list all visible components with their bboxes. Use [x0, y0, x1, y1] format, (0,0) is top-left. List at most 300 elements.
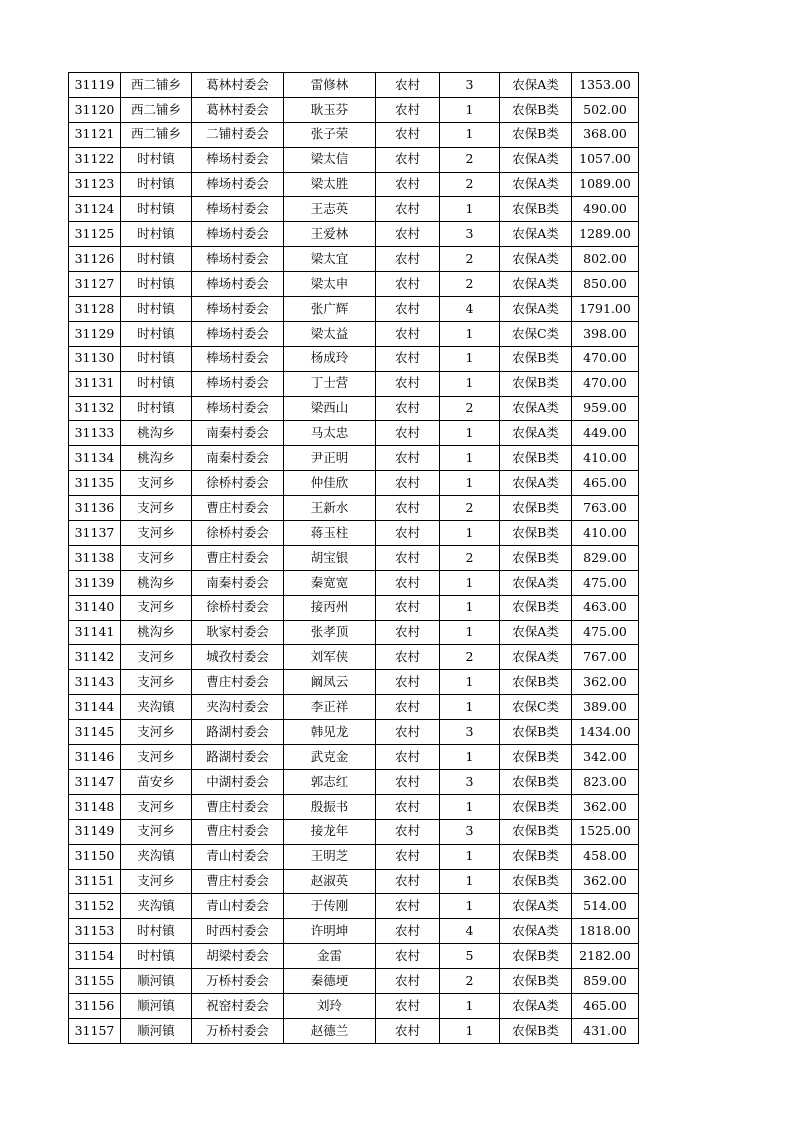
household-size-cell: 5: [440, 944, 500, 969]
area-type-cell: 农村: [376, 993, 440, 1018]
area-type-cell: 农村: [376, 670, 440, 695]
area-type-cell: 农村: [376, 97, 440, 122]
household-size-cell: 1: [440, 321, 500, 346]
amount-cell: 959.00: [572, 396, 639, 421]
household-size-cell: 1: [440, 97, 500, 122]
township-cell: 西二铺乡: [121, 97, 192, 122]
insurance-category-cell: 农保C类: [500, 695, 572, 720]
household-size-cell: 3: [440, 769, 500, 794]
record-id-cell: 31119: [69, 73, 121, 98]
insurance-category-cell: 农保B类: [500, 122, 572, 147]
table-row: [69, 73, 639, 98]
household-size-cell: 2: [440, 396, 500, 421]
amount-cell: 449.00: [572, 421, 639, 446]
amount-cell: 823.00: [572, 769, 639, 794]
area-type-cell: 农村: [376, 272, 440, 297]
household-size-cell: 1: [440, 745, 500, 770]
township-cell: 时村镇: [121, 297, 192, 322]
village-committee-cell: 时西村委会: [192, 919, 284, 944]
recipient-name-cell: 韩见龙: [284, 720, 376, 745]
table-row: [69, 745, 639, 770]
insurance-category-cell: 农保B类: [500, 670, 572, 695]
household-size-cell: 2: [440, 645, 500, 670]
amount-cell: 767.00: [572, 645, 639, 670]
recipient-name-cell: 赵德兰: [284, 1018, 376, 1043]
township-cell: 顺河镇: [121, 969, 192, 994]
record-id-cell: 31120: [69, 97, 121, 122]
table-row: [69, 396, 639, 421]
village-committee-cell: 祝窑村委会: [192, 993, 284, 1018]
table-row: [69, 471, 639, 496]
village-committee-cell: 棒场村委会: [192, 222, 284, 247]
household-size-cell: 1: [440, 595, 500, 620]
recipient-name-cell: 王爱林: [284, 222, 376, 247]
record-id-cell: 31152: [69, 894, 121, 919]
recipient-name-cell: 李正祥: [284, 695, 376, 720]
area-type-cell: 农村: [376, 894, 440, 919]
household-size-cell: 2: [440, 147, 500, 172]
table-row: [69, 346, 639, 371]
household-size-cell: 2: [440, 272, 500, 297]
household-size-cell: 1: [440, 570, 500, 595]
record-id-cell: 31141: [69, 620, 121, 645]
insurance-category-cell: 农保A类: [500, 297, 572, 322]
amount-cell: 829.00: [572, 545, 639, 570]
village-committee-cell: 青山村委会: [192, 894, 284, 919]
household-size-cell: 3: [440, 720, 500, 745]
recipient-name-cell: 王新水: [284, 496, 376, 521]
village-committee-cell: 葛林村委会: [192, 73, 284, 98]
record-id-cell: 31126: [69, 247, 121, 272]
amount-cell: 1289.00: [572, 222, 639, 247]
area-type-cell: 农村: [376, 919, 440, 944]
recipient-name-cell: 秦宽宽: [284, 570, 376, 595]
household-size-cell: 2: [440, 969, 500, 994]
insurance-category-cell: 农保B类: [500, 197, 572, 222]
township-cell: 时村镇: [121, 396, 192, 421]
village-committee-cell: 万桥村委会: [192, 1018, 284, 1043]
amount-cell: 431.00: [572, 1018, 639, 1043]
household-size-cell: 3: [440, 73, 500, 98]
area-type-cell: 农村: [376, 222, 440, 247]
area-type-cell: 农村: [376, 595, 440, 620]
table-row: [69, 172, 639, 197]
township-cell: 支河乡: [121, 794, 192, 819]
village-committee-cell: 棒场村委会: [192, 297, 284, 322]
record-id-cell: 31122: [69, 147, 121, 172]
table-row: [69, 595, 639, 620]
township-cell: 时村镇: [121, 147, 192, 172]
area-type-cell: 农村: [376, 446, 440, 471]
recipient-name-cell: 王明芝: [284, 844, 376, 869]
amount-cell: 398.00: [572, 321, 639, 346]
insurance-category-cell: 农保B类: [500, 769, 572, 794]
village-committee-cell: 葛林村委会: [192, 97, 284, 122]
township-cell: 桃沟乡: [121, 570, 192, 595]
table-row: [69, 869, 639, 894]
insurance-category-cell: 农保A类: [500, 172, 572, 197]
village-committee-cell: 南秦村委会: [192, 570, 284, 595]
table-row: [69, 496, 639, 521]
township-cell: 支河乡: [121, 521, 192, 546]
recipient-name-cell: 于传刚: [284, 894, 376, 919]
record-id-cell: 31147: [69, 769, 121, 794]
insurance-category-cell: 农保B类: [500, 346, 572, 371]
record-id-cell: 31153: [69, 919, 121, 944]
household-size-cell: 1: [440, 446, 500, 471]
amount-cell: 490.00: [572, 197, 639, 222]
record-id-cell: 31121: [69, 122, 121, 147]
recipient-name-cell: 许明坤: [284, 919, 376, 944]
recipient-name-cell: 刘军侠: [284, 645, 376, 670]
township-cell: 支河乡: [121, 471, 192, 496]
area-type-cell: 农村: [376, 645, 440, 670]
recipient-name-cell: 雷修林: [284, 73, 376, 98]
allowance-ledger-table: [68, 72, 639, 1044]
insurance-category-cell: 农保A类: [500, 620, 572, 645]
recipient-name-cell: 梁西山: [284, 396, 376, 421]
insurance-category-cell: 农保A类: [500, 272, 572, 297]
table-row: [69, 969, 639, 994]
record-id-cell: 31139: [69, 570, 121, 595]
area-type-cell: 农村: [376, 122, 440, 147]
insurance-category-cell: 农保B类: [500, 944, 572, 969]
insurance-category-cell: 农保B类: [500, 720, 572, 745]
township-cell: 桃沟乡: [121, 421, 192, 446]
area-type-cell: 农村: [376, 73, 440, 98]
area-type-cell: 农村: [376, 844, 440, 869]
amount-cell: 470.00: [572, 346, 639, 371]
recipient-name-cell: 梁太益: [284, 321, 376, 346]
table-row: [69, 993, 639, 1018]
amount-cell: 342.00: [572, 745, 639, 770]
insurance-category-cell: 农保A类: [500, 396, 572, 421]
township-cell: 支河乡: [121, 595, 192, 620]
insurance-category-cell: 农保B类: [500, 819, 572, 844]
table-row: [69, 421, 639, 446]
township-cell: 顺河镇: [121, 993, 192, 1018]
table-row: [69, 272, 639, 297]
insurance-category-cell: 农保B类: [500, 794, 572, 819]
record-id-cell: 31130: [69, 346, 121, 371]
record-id-cell: 31134: [69, 446, 121, 471]
table-row: [69, 769, 639, 794]
village-committee-cell: 胡梁村委会: [192, 944, 284, 969]
table-row: [69, 97, 639, 122]
table-row: [69, 695, 639, 720]
household-size-cell: 1: [440, 794, 500, 819]
table-row: [69, 794, 639, 819]
insurance-category-cell: 农保B类: [500, 745, 572, 770]
table-row: [69, 944, 639, 969]
amount-cell: 1353.00: [572, 73, 639, 98]
insurance-category-cell: 农保A类: [500, 894, 572, 919]
insurance-category-cell: 农保A类: [500, 147, 572, 172]
area-type-cell: 农村: [376, 421, 440, 446]
insurance-category-cell: 农保B类: [500, 545, 572, 570]
record-id-cell: 31155: [69, 969, 121, 994]
record-id-cell: 31144: [69, 695, 121, 720]
household-size-cell: 1: [440, 122, 500, 147]
village-committee-cell: 万桥村委会: [192, 969, 284, 994]
recipient-name-cell: 梁太申: [284, 272, 376, 297]
record-id-cell: 31143: [69, 670, 121, 695]
area-type-cell: 农村: [376, 247, 440, 272]
amount-cell: 410.00: [572, 446, 639, 471]
amount-cell: 514.00: [572, 894, 639, 919]
table-row: [69, 919, 639, 944]
amount-cell: 802.00: [572, 247, 639, 272]
area-type-cell: 农村: [376, 346, 440, 371]
amount-cell: 362.00: [572, 670, 639, 695]
village-committee-cell: 棒场村委会: [192, 197, 284, 222]
area-type-cell: 农村: [376, 321, 440, 346]
household-size-cell: 1: [440, 993, 500, 1018]
household-size-cell: 4: [440, 919, 500, 944]
area-type-cell: 农村: [376, 1018, 440, 1043]
record-id-cell: 31138: [69, 545, 121, 570]
amount-cell: 1791.00: [572, 297, 639, 322]
table-row: [69, 222, 639, 247]
insurance-category-cell: 农保B类: [500, 97, 572, 122]
insurance-category-cell: 农保A类: [500, 222, 572, 247]
village-committee-cell: 城孜村委会: [192, 645, 284, 670]
township-cell: 支河乡: [121, 496, 192, 521]
amount-cell: 362.00: [572, 794, 639, 819]
household-size-cell: 1: [440, 844, 500, 869]
township-cell: 顺河镇: [121, 1018, 192, 1043]
township-cell: 支河乡: [121, 720, 192, 745]
township-cell: 时村镇: [121, 346, 192, 371]
township-cell: 西二铺乡: [121, 73, 192, 98]
village-committee-cell: 徐桥村委会: [192, 521, 284, 546]
township-cell: 夹沟镇: [121, 894, 192, 919]
table-row: [69, 321, 639, 346]
table-row: [69, 645, 639, 670]
area-type-cell: 农村: [376, 197, 440, 222]
amount-cell: 368.00: [572, 122, 639, 147]
area-type-cell: 农村: [376, 969, 440, 994]
amount-cell: 1818.00: [572, 919, 639, 944]
village-committee-cell: 棒场村委会: [192, 247, 284, 272]
village-committee-cell: 路湖村委会: [192, 720, 284, 745]
insurance-category-cell: 农保B类: [500, 969, 572, 994]
township-cell: 夹沟镇: [121, 844, 192, 869]
area-type-cell: 农村: [376, 869, 440, 894]
recipient-name-cell: 丁士营: [284, 371, 376, 396]
household-size-cell: 1: [440, 346, 500, 371]
record-id-cell: 31157: [69, 1018, 121, 1043]
recipient-name-cell: 张子荣: [284, 122, 376, 147]
township-cell: 支河乡: [121, 819, 192, 844]
area-type-cell: 农村: [376, 745, 440, 770]
recipient-name-cell: 张孝顶: [284, 620, 376, 645]
insurance-category-cell: 农保B类: [500, 595, 572, 620]
insurance-category-cell: 农保A类: [500, 919, 572, 944]
amount-cell: 465.00: [572, 471, 639, 496]
recipient-name-cell: 马太忠: [284, 421, 376, 446]
record-id-cell: 31124: [69, 197, 121, 222]
township-cell: 时村镇: [121, 321, 192, 346]
insurance-category-cell: 农保B类: [500, 521, 572, 546]
village-committee-cell: 棒场村委会: [192, 147, 284, 172]
amount-cell: 502.00: [572, 97, 639, 122]
table-row: [69, 720, 639, 745]
household-size-cell: 1: [440, 371, 500, 396]
ledger-body: [69, 73, 639, 1044]
area-type-cell: 农村: [376, 496, 440, 521]
amount-cell: 410.00: [572, 521, 639, 546]
village-committee-cell: 曹庄村委会: [192, 869, 284, 894]
township-cell: 时村镇: [121, 272, 192, 297]
township-cell: 支河乡: [121, 670, 192, 695]
recipient-name-cell: 梁太信: [284, 147, 376, 172]
recipient-name-cell: 赵淑英: [284, 869, 376, 894]
household-size-cell: 2: [440, 247, 500, 272]
township-cell: 苗安乡: [121, 769, 192, 794]
township-cell: 支河乡: [121, 745, 192, 770]
table-row: [69, 819, 639, 844]
recipient-name-cell: 张广辉: [284, 297, 376, 322]
area-type-cell: 农村: [376, 769, 440, 794]
township-cell: 支河乡: [121, 545, 192, 570]
township-cell: 时村镇: [121, 222, 192, 247]
table-row: [69, 247, 639, 272]
insurance-category-cell: 农保B类: [500, 869, 572, 894]
village-committee-cell: 曹庄村委会: [192, 545, 284, 570]
table-row: [69, 545, 639, 570]
village-committee-cell: 棒场村委会: [192, 346, 284, 371]
record-id-cell: 31156: [69, 993, 121, 1018]
recipient-name-cell: 梁太胜: [284, 172, 376, 197]
record-id-cell: 31149: [69, 819, 121, 844]
record-id-cell: 31145: [69, 720, 121, 745]
recipient-name-cell: 蒋玉柱: [284, 521, 376, 546]
household-size-cell: 1: [440, 421, 500, 446]
household-size-cell: 3: [440, 819, 500, 844]
table-row: [69, 122, 639, 147]
record-id-cell: 31129: [69, 321, 121, 346]
township-cell: 时村镇: [121, 197, 192, 222]
insurance-category-cell: 农保A类: [500, 247, 572, 272]
insurance-category-cell: 农保A类: [500, 421, 572, 446]
insurance-category-cell: 农保A类: [500, 73, 572, 98]
recipient-name-cell: 金雷: [284, 944, 376, 969]
village-committee-cell: 南秦村委会: [192, 421, 284, 446]
record-id-cell: 31128: [69, 297, 121, 322]
village-committee-cell: 棒场村委会: [192, 172, 284, 197]
table-row: [69, 844, 639, 869]
recipient-name-cell: 耿玉芬: [284, 97, 376, 122]
insurance-category-cell: 农保C类: [500, 321, 572, 346]
amount-cell: 1057.00: [572, 147, 639, 172]
record-id-cell: 31133: [69, 421, 121, 446]
household-size-cell: 2: [440, 545, 500, 570]
area-type-cell: 农村: [376, 695, 440, 720]
recipient-name-cell: 仲佳欣: [284, 471, 376, 496]
village-committee-cell: 棒场村委会: [192, 321, 284, 346]
recipient-name-cell: 杨成玲: [284, 346, 376, 371]
village-committee-cell: 棒场村委会: [192, 396, 284, 421]
amount-cell: 389.00: [572, 695, 639, 720]
amount-cell: 362.00: [572, 869, 639, 894]
household-size-cell: 1: [440, 670, 500, 695]
village-committee-cell: 路湖村委会: [192, 745, 284, 770]
insurance-category-cell: 农保A类: [500, 645, 572, 670]
recipient-name-cell: 秦德埂: [284, 969, 376, 994]
village-committee-cell: 曹庄村委会: [192, 819, 284, 844]
village-committee-cell: 二铺村委会: [192, 122, 284, 147]
township-cell: 支河乡: [121, 645, 192, 670]
household-size-cell: 1: [440, 521, 500, 546]
insurance-category-cell: 农保B类: [500, 1018, 572, 1043]
area-type-cell: 农村: [376, 545, 440, 570]
table-row: [69, 1018, 639, 1043]
household-size-cell: 1: [440, 1018, 500, 1043]
record-id-cell: 31131: [69, 371, 121, 396]
township-cell: 时村镇: [121, 371, 192, 396]
amount-cell: 763.00: [572, 496, 639, 521]
record-id-cell: 31142: [69, 645, 121, 670]
township-cell: 西二铺乡: [121, 122, 192, 147]
village-committee-cell: 耿家村委会: [192, 620, 284, 645]
recipient-name-cell: 尹正明: [284, 446, 376, 471]
table-row: [69, 894, 639, 919]
table-row: [69, 670, 639, 695]
amount-cell: 1525.00: [572, 819, 639, 844]
household-size-cell: 1: [440, 695, 500, 720]
township-cell: 时村镇: [121, 172, 192, 197]
household-size-cell: 1: [440, 620, 500, 645]
township-cell: 支河乡: [121, 869, 192, 894]
table-row: [69, 147, 639, 172]
household-size-cell: 1: [440, 471, 500, 496]
record-id-cell: 31125: [69, 222, 121, 247]
village-committee-cell: 青山村委会: [192, 844, 284, 869]
area-type-cell: 农村: [376, 147, 440, 172]
recipient-name-cell: 接丙州: [284, 595, 376, 620]
recipient-name-cell: 武克金: [284, 745, 376, 770]
village-committee-cell: 南秦村委会: [192, 446, 284, 471]
recipient-name-cell: 胡宝银: [284, 545, 376, 570]
amount-cell: 463.00: [572, 595, 639, 620]
record-id-cell: 31150: [69, 844, 121, 869]
recipient-name-cell: 阚凤云: [284, 670, 376, 695]
area-type-cell: 农村: [376, 297, 440, 322]
area-type-cell: 农村: [376, 720, 440, 745]
table-row: [69, 521, 639, 546]
record-id-cell: 31137: [69, 521, 121, 546]
township-cell: 时村镇: [121, 919, 192, 944]
township-cell: 时村镇: [121, 247, 192, 272]
record-id-cell: 31123: [69, 172, 121, 197]
insurance-category-cell: 农保B类: [500, 844, 572, 869]
household-size-cell: 4: [440, 297, 500, 322]
area-type-cell: 农村: [376, 819, 440, 844]
amount-cell: 465.00: [572, 993, 639, 1018]
record-id-cell: 31151: [69, 869, 121, 894]
amount-cell: 475.00: [572, 620, 639, 645]
record-id-cell: 31135: [69, 471, 121, 496]
village-committee-cell: 徐桥村委会: [192, 595, 284, 620]
village-committee-cell: 棒场村委会: [192, 371, 284, 396]
area-type-cell: 农村: [376, 471, 440, 496]
village-committee-cell: 徐桥村委会: [192, 471, 284, 496]
township-cell: 桃沟乡: [121, 620, 192, 645]
record-id-cell: 31154: [69, 944, 121, 969]
amount-cell: 850.00: [572, 272, 639, 297]
table-row: [69, 620, 639, 645]
